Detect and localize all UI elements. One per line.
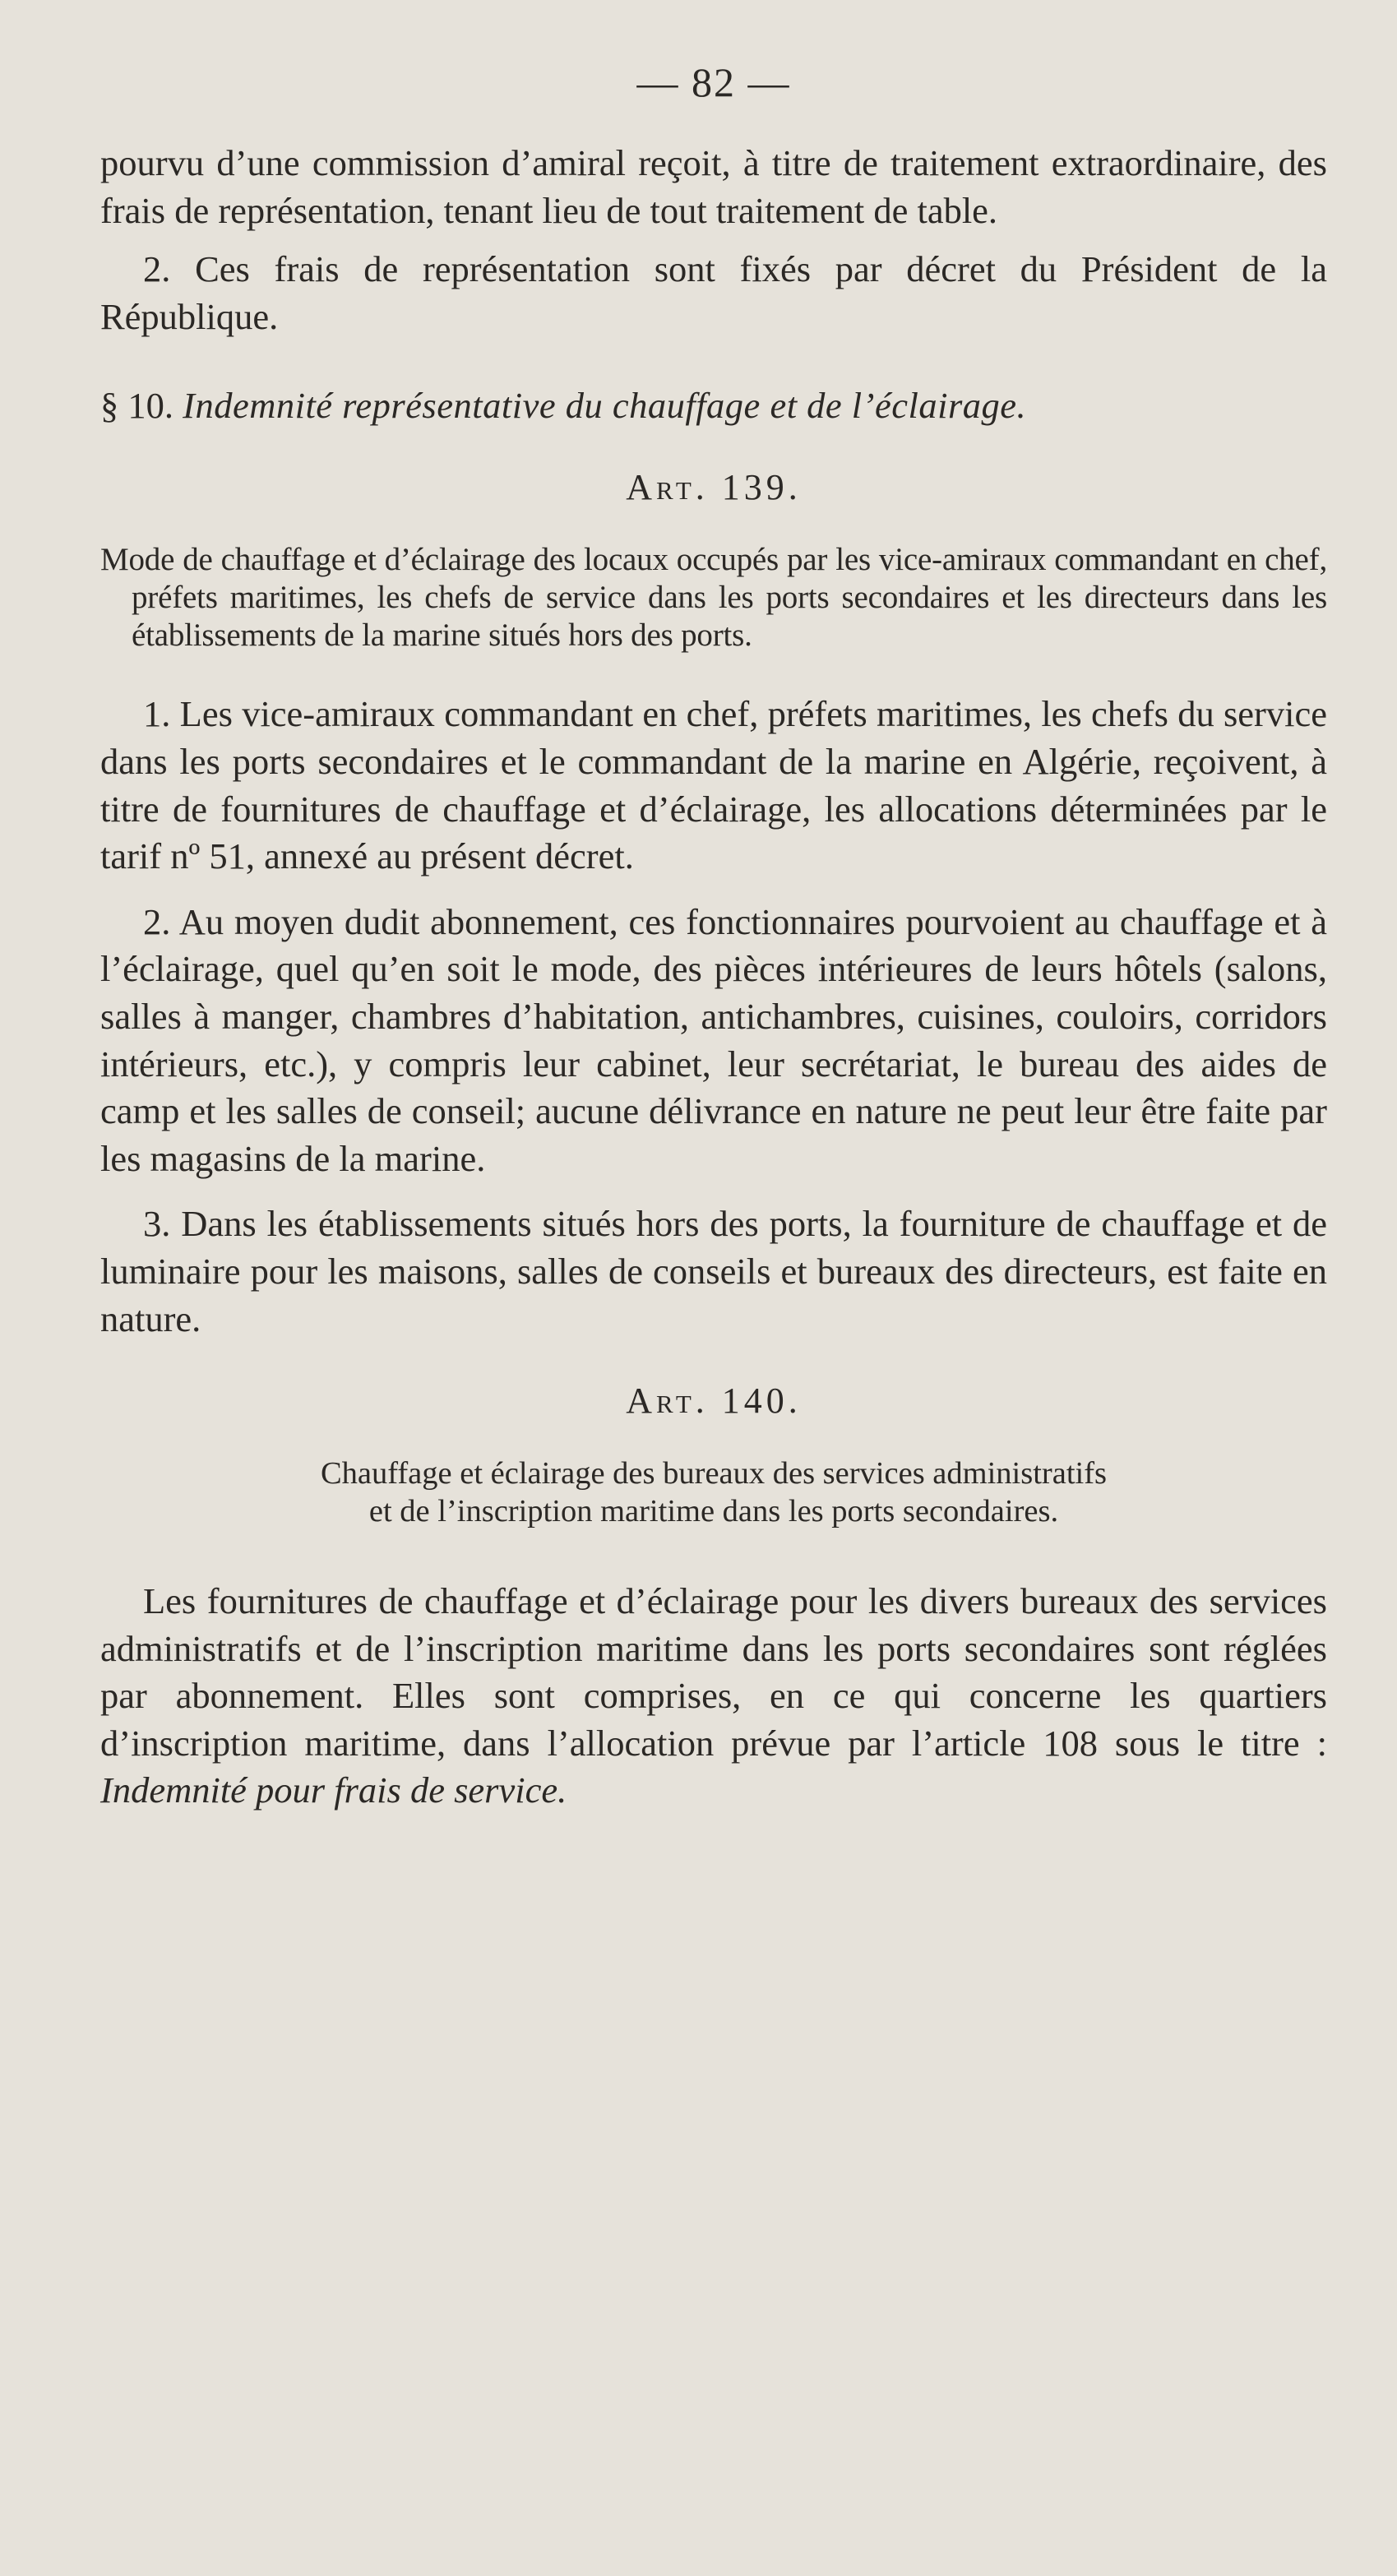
section-title: Indemnité représentative du chauffage et de l’éclairage. bbox=[183, 385, 1027, 427]
article-140-paragraph-italic: Indemnité pour frais de service. bbox=[100, 1769, 567, 1811]
article-140-summary-line-1: Chauffage et éclairage des bureaux des services administratifs bbox=[320, 1456, 1108, 1491]
article-140-paragraph bbox=[100, 1578, 1327, 1815]
article-140-summary bbox=[100, 1454, 1327, 1530]
section-number: § 10. bbox=[100, 385, 173, 427]
section-heading bbox=[100, 382, 1327, 429]
article-140-heading: Art. 140. bbox=[626, 1380, 802, 1422]
article-139-heading: Art. 139. bbox=[626, 467, 802, 508]
continuation-paragraph: pourvu d’une commission d’amiral reçoit, à titre de traitement extraordinaire, des frais de représentation, tenant lieu de tout traitement de table. bbox=[100, 142, 1327, 231]
article-140-summary-line-2: et de l’inscription maritime dans les ports secondaires. bbox=[368, 1494, 1059, 1529]
page-number: — 82 — bbox=[636, 59, 791, 105]
article-139-paragraph-1: 1. Les vice-amiraux commandant en chef, préfets maritimes, les chefs du service dans les ports secondaires et le commandant de la marine en Algérie, reçoivent, à titre de fournitures de chauffage et d’éclairage, les allocations déterminées par le tarif nº 51, annexé au présent décret. bbox=[100, 693, 1327, 877]
page-content bbox=[100, 58, 1327, 1815]
article-139-summary: Mode de chauffage et d’éclairage des locaux occupés par les vice-amiraux commandant en chef, préfets maritimes, les chefs de service dans les ports secondaires et les directeurs dans les établissements de la marine situés hors des ports. bbox=[100, 542, 1327, 654]
article-140-paragraph-text: Les fournitures de chauffage et d’éclairage pour les divers bureaux des services administratifs et de l’inscription maritime dans les ports secondaires sont réglées par abonnement. Elles sont comprises, en ce qui concerne les quartiers d’inscription maritime, dans l’allocation prévue par l’article 108 sous le titre : bbox=[100, 1580, 1327, 1764]
article-paragraph-2: 2. Ces frais de représentation sont fixés par décret du Président de la République. bbox=[100, 248, 1327, 337]
article-139-paragraph-2: 2. Au moyen dudit abonnement, ces fonctionnaires pourvoient au chauffage et à l’éclairage, quel qu’en soit le mode, des pièces intérieures de leurs hôtels (salons, salles à manger, chambres d’habitation, antichambres, cuisines, couloirs, corridors intérieurs, etc.), y compris leur cabinet, leur secrétariat, le bureau des aides de camp et les salles de conseil; aucune délivrance en nature ne peut leur être faite par les magasins de la marine. bbox=[100, 900, 1327, 1179]
article-139-paragraph-3: 3. Dans les établissements situés hors des ports, la fourniture de chauffage et de luminaire pour les maisons, salles de conseils et bureaux des directeurs, est faite en nature. bbox=[100, 1203, 1327, 1339]
